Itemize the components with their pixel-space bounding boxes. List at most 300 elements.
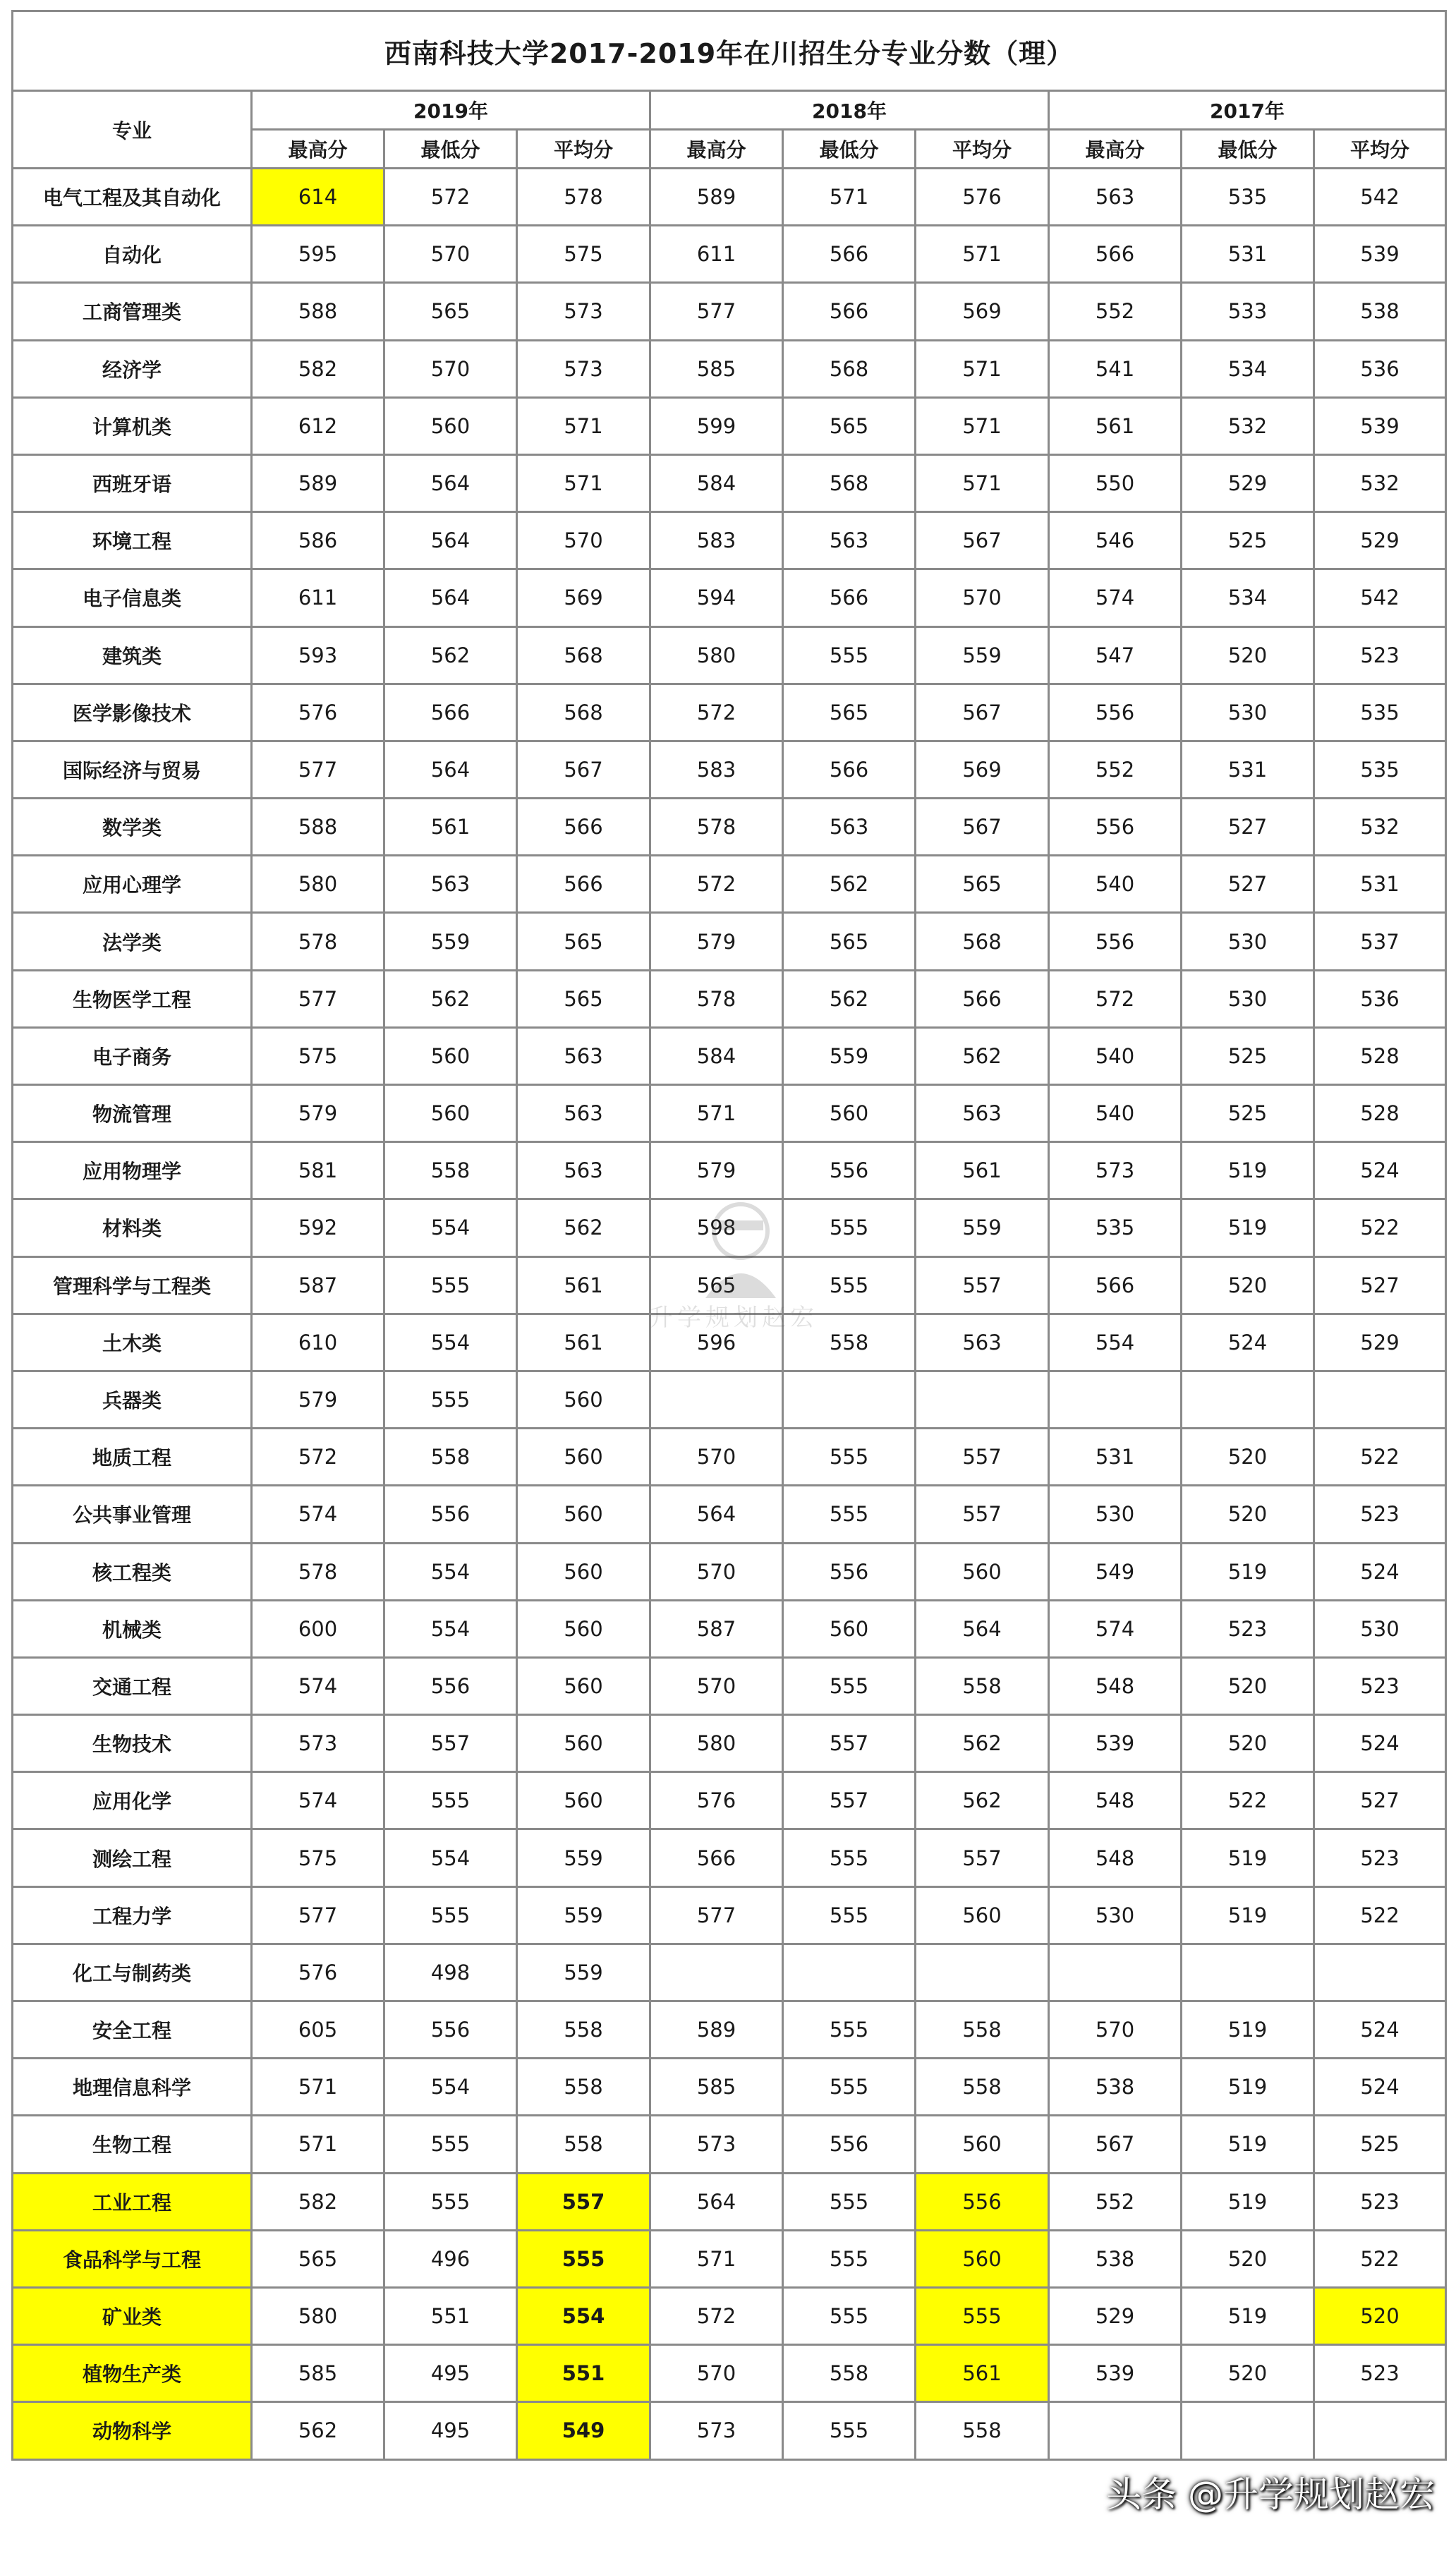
score-cell: 585 [650,340,783,397]
score-cell: 580 [252,856,384,913]
score-cell [916,1371,1049,1428]
score-cell [1182,1371,1314,1428]
score-cell [1049,2402,1182,2459]
score-cell: 519 [1182,1199,1314,1256]
table-row [13,970,1446,1027]
score-cell: 572 [650,856,783,913]
score-cell: 556 [1049,799,1182,856]
major-name-cell: 工业工程 [13,2173,252,2230]
score-cell: 589 [650,169,783,226]
score-cell: 527 [1314,1772,1446,1829]
table-row [13,1829,1446,1886]
major-name-cell: 电子商务 [13,1027,252,1084]
score-cell: 558 [517,2116,650,2173]
score-cell: 558 [517,2001,650,2059]
score-cell: 524 [1314,2059,1446,2116]
score-cell: 539 [1314,397,1446,454]
major-name-cell: 食品科学与工程 [13,2230,252,2287]
score-cell: 539 [1049,2345,1182,2402]
score-cell: 576 [252,684,384,741]
score-cell: 532 [1314,454,1446,511]
score-cell: 572 [384,169,517,226]
score-cell: 571 [650,1085,783,1142]
score-cell: 595 [252,226,384,283]
table-row [13,1944,1446,2001]
score-cell: 605 [252,2001,384,2059]
score-cell: 555 [783,2402,916,2459]
score-cell: 571 [650,2230,783,2287]
score-cell: 560 [783,1600,916,1657]
score-cell: 565 [517,970,650,1027]
score-cell: 599 [650,397,783,454]
score-cell: 520 [1182,2230,1314,2287]
table-row [13,1657,1446,1714]
table-row [13,1429,1446,1486]
score-cell: 565 [783,684,916,741]
score-cell: 530 [1182,684,1314,741]
score-cell: 536 [1314,340,1446,397]
score-cell: 555 [783,2287,916,2344]
major-name-cell: 管理科学与工程类 [13,1256,252,1314]
score-cell: 566 [1049,226,1182,283]
score-cell: 550 [1049,454,1182,511]
score-cell: 560 [916,2230,1049,2287]
score-cell: 519 [1182,2001,1314,2059]
table-row [13,512,1446,569]
major-name-cell: 核工程类 [13,1543,252,1600]
score-cell: 548 [1049,1772,1182,1829]
avg-score-header: 平均分 [517,130,650,169]
score-cell: 530 [1314,1600,1446,1657]
year-header-2019: 2019年 [252,91,650,130]
score-cell: 556 [783,2116,916,2173]
table-row [13,1600,1446,1657]
score-cell: 563 [517,1027,650,1084]
score-cell: 559 [517,1829,650,1886]
score-cell: 560 [783,1085,916,1142]
table-row [13,569,1446,626]
score-cell: 555 [783,1829,916,1886]
score-cell: 554 [384,1543,517,1600]
score-cell: 548 [1049,1657,1182,1714]
table-row [13,397,1446,454]
score-cell: 554 [517,2287,650,2344]
score-cell: 555 [783,2230,916,2287]
score-cell: 560 [517,1657,650,1714]
score-cell: 537 [1314,913,1446,970]
score-cell: 573 [1049,1142,1182,1199]
score-cell: 566 [783,283,916,340]
table-row [13,1772,1446,1829]
score-cell: 524 [1182,1314,1314,1371]
major-name-cell: 自动化 [13,226,252,283]
score-cell: 551 [384,2287,517,2344]
avg-score-header: 平均分 [1314,130,1446,169]
score-cell: 540 [1049,1085,1182,1142]
score-cell: 520 [1182,1657,1314,1714]
score-cell: 558 [916,2402,1049,2459]
score-cell: 538 [1049,2059,1182,2116]
score-cell: 563 [783,512,916,569]
score-cell: 549 [517,2402,650,2459]
score-cell: 557 [517,2173,650,2230]
score-cell: 560 [517,1543,650,1600]
score-cell: 566 [650,1829,783,1886]
score-cell: 527 [1182,856,1314,913]
score-cell: 520 [1182,1429,1314,1486]
score-cell: 563 [517,1085,650,1142]
score-cell: 567 [1049,2116,1182,2173]
score-cell: 558 [384,1429,517,1486]
major-name-cell: 土木类 [13,1314,252,1371]
score-cell: 556 [783,1543,916,1600]
min-score-header: 最低分 [1182,130,1314,169]
score-cell: 572 [252,1429,384,1486]
table-row [13,2287,1446,2344]
min-score-header: 最低分 [783,130,916,169]
score-cell: 577 [650,283,783,340]
table-row [13,1256,1446,1314]
table-row [13,856,1446,913]
major-name-cell: 动物科学 [13,2402,252,2459]
major-name-cell: 应用化学 [13,1772,252,1829]
score-cell: 564 [384,512,517,569]
table-row [13,684,1446,741]
score-cell: 573 [650,2116,783,2173]
score-cell: 571 [517,454,650,511]
score-cell: 557 [916,1829,1049,1886]
score-cell [783,1944,916,2001]
score-cell: 556 [384,1657,517,1714]
table-row [13,283,1446,340]
score-cell: 593 [252,626,384,684]
score-cell: 571 [252,2059,384,2116]
table-row [13,2345,1446,2402]
score-cell: 542 [1314,569,1446,626]
score-cell [1314,1371,1446,1428]
score-cell: 533 [1182,283,1314,340]
score-cell: 555 [783,2001,916,2059]
score-cell: 554 [384,1600,517,1657]
score-cell [916,1944,1049,2001]
score-cell: 583 [650,741,783,798]
score-cell: 560 [517,1772,650,1829]
score-cell: 519 [1182,2173,1314,2230]
table-row [13,1142,1446,1199]
major-name-cell: 电气工程及其自动化 [13,169,252,226]
table-row [13,1543,1446,1600]
score-cell: 522 [1314,1429,1446,1486]
score-cell: 554 [384,2059,517,2116]
score-cell: 538 [1314,283,1446,340]
score-cell: 522 [1314,1199,1446,1256]
score-cell [650,1944,783,2001]
major-name-cell: 电子信息类 [13,569,252,626]
table-row [13,2230,1446,2287]
score-cell: 520 [1182,1256,1314,1314]
major-name-cell: 应用物理学 [13,1142,252,1199]
score-cell: 567 [916,512,1049,569]
major-name-cell: 环境工程 [13,512,252,569]
score-cell: 570 [650,1429,783,1486]
score-cell: 523 [1314,1486,1446,1543]
major-name-cell: 法学类 [13,913,252,970]
score-cell: 577 [252,741,384,798]
score-cell: 568 [517,684,650,741]
score-cell: 560 [916,1543,1049,1600]
score-cell: 598 [650,1199,783,1256]
score-cell: 559 [783,1027,916,1084]
score-cell: 573 [517,340,650,397]
score-cell: 585 [252,2345,384,2402]
min-score-header: 最低分 [384,130,517,169]
score-cell: 555 [384,1772,517,1829]
score-cell: 596 [650,1314,783,1371]
score-cell: 565 [783,397,916,454]
score-cell: 570 [916,569,1049,626]
score-cell: 549 [1049,1543,1182,1600]
score-cell: 495 [384,2345,517,2402]
score-cell: 531 [1182,741,1314,798]
score-cell [1182,1944,1314,2001]
score-cell: 564 [384,741,517,798]
score-cell: 555 [783,2173,916,2230]
table-row [13,1715,1446,1772]
brand-watermark: 头条 @升学规划赵宏 [1106,2474,1435,2515]
score-cell: 558 [384,1142,517,1199]
score-cell: 546 [1049,512,1182,569]
year-header-2018: 2018年 [650,91,1049,130]
max-score-header: 最高分 [252,130,384,169]
score-cell: 562 [916,1715,1049,1772]
score-cell: 555 [783,626,916,684]
score-cell: 560 [517,1486,650,1543]
score-cell: 566 [783,569,916,626]
score-cell: 554 [384,1314,517,1371]
score-cell: 571 [252,2116,384,2173]
score-cell: 584 [650,454,783,511]
score-cell: 522 [1314,2230,1446,2287]
score-cell: 552 [1049,283,1182,340]
score-cell [650,1371,783,1428]
score-cell: 555 [783,1429,916,1486]
score-cell: 566 [517,799,650,856]
score-cell: 520 [1182,1715,1314,1772]
score-cell: 565 [650,1256,783,1314]
max-score-header: 最高分 [1049,130,1182,169]
score-cell: 611 [650,226,783,283]
major-name-cell: 化工与制药类 [13,1944,252,2001]
score-cell: 576 [650,1772,783,1829]
score-cell: 554 [1049,1314,1182,1371]
score-cell: 568 [783,340,916,397]
score-cell: 612 [252,397,384,454]
score-cell: 552 [1049,2173,1182,2230]
score-cell: 524 [1314,1543,1446,1600]
table-row [13,626,1446,684]
score-cell: 555 [783,1886,916,1944]
score-cell: 571 [916,397,1049,454]
score-cell: 520 [1182,2345,1314,2402]
major-name-cell: 国际经济与贸易 [13,741,252,798]
score-cell: 579 [650,913,783,970]
score-cell: 519 [1182,2059,1314,2116]
major-name-cell: 计算机类 [13,397,252,454]
score-cell: 570 [650,1657,783,1714]
score-cell: 579 [252,1371,384,1428]
score-cell: 589 [252,454,384,511]
score-cell: 570 [384,226,517,283]
score-cell: 555 [783,1657,916,1714]
score-cell: 558 [916,1657,1049,1714]
score-cell: 572 [650,684,783,741]
score-cell: 541 [1049,340,1182,397]
score-cell: 580 [650,1715,783,1772]
table-row [13,2001,1446,2059]
score-cell: 567 [916,684,1049,741]
score-cell: 570 [517,512,650,569]
score-cell: 564 [916,1600,1049,1657]
score-cell: 524 [1314,2001,1446,2059]
score-cell: 578 [650,970,783,1027]
score-cell: 579 [252,1085,384,1142]
score-cell: 558 [783,1314,916,1371]
score-cell: 585 [650,2059,783,2116]
table-title: 西南科技大学2017-2019年在川招生分专业分数（理） [13,11,1446,91]
score-cell: 560 [517,1371,650,1428]
score-cell: 571 [783,169,916,226]
score-cell: 529 [1314,1314,1446,1371]
score-cell: 563 [384,856,517,913]
major-name-cell: 应用心理学 [13,856,252,913]
score-cell: 564 [384,454,517,511]
score-cell: 562 [252,2402,384,2459]
score-cell: 523 [1314,1657,1446,1714]
score-cell: 527 [1182,799,1314,856]
score-cell: 530 [1182,913,1314,970]
score-cell: 562 [783,970,916,1027]
major-name-cell: 公共事业管理 [13,1486,252,1543]
score-cell: 584 [650,1027,783,1084]
score-cell: 557 [916,1429,1049,1486]
major-name-cell: 西班牙语 [13,454,252,511]
score-cell: 538 [1049,2230,1182,2287]
score-cell: 555 [517,2230,650,2287]
major-name-cell: 数学类 [13,799,252,856]
score-cell: 580 [650,626,783,684]
major-name-cell: 经济学 [13,340,252,397]
score-cell: 580 [252,2287,384,2344]
score-cell: 563 [517,1142,650,1199]
table-row [13,1085,1446,1142]
score-cell: 568 [517,626,650,684]
major-name-cell: 测绘工程 [13,1829,252,1886]
table-row [13,799,1446,856]
score-cell: 558 [783,2345,916,2402]
score-cell: 611 [252,569,384,626]
score-cell: 561 [517,1256,650,1314]
major-name-cell: 材料类 [13,1199,252,1256]
score-cell: 559 [916,626,1049,684]
score-cell: 539 [1049,1715,1182,1772]
score-cell: 562 [916,1027,1049,1084]
score-cell: 560 [517,1600,650,1657]
score-cell: 560 [916,2116,1049,2173]
score-cell: 578 [252,913,384,970]
score-cell: 570 [384,340,517,397]
score-cell: 560 [517,1429,650,1486]
table-row [13,1371,1446,1428]
score-cell: 556 [384,2001,517,2059]
score-cell: 563 [1049,169,1182,226]
score-cell: 519 [1182,1886,1314,1944]
major-name-cell: 物流管理 [13,1085,252,1142]
table-row [13,2402,1446,2459]
major-name-cell: 医学影像技术 [13,684,252,741]
score-cell: 556 [1049,684,1182,741]
score-cell: 555 [783,1486,916,1543]
score-cell: 574 [252,1657,384,1714]
score-cell: 582 [252,2173,384,2230]
table-row [13,1199,1446,1256]
score-cell: 557 [783,1715,916,1772]
year-header-2017: 2017年 [1049,91,1446,130]
score-cell: 557 [916,1256,1049,1314]
score-cell: 565 [252,2230,384,2287]
score-cell: 566 [783,741,916,798]
score-cell [1049,1371,1182,1428]
score-cell: 578 [650,799,783,856]
score-cell: 528 [1314,1027,1446,1084]
score-cell: 535 [1182,169,1314,226]
score-cell: 566 [916,970,1049,1027]
score-cell: 531 [1182,226,1314,283]
score-cell: 576 [252,1944,384,2001]
score-cell: 575 [252,1027,384,1084]
table-row [13,1027,1446,1084]
major-name-cell: 兵器类 [13,1371,252,1428]
score-cell: 577 [252,1886,384,1944]
score-cell: 561 [1049,397,1182,454]
score-cell: 563 [916,1314,1049,1371]
score-cell: 592 [252,1199,384,1256]
score-cell: 527 [1314,1256,1446,1314]
score-cell: 519 [1182,1543,1314,1600]
score-cell: 555 [384,1886,517,1944]
score-cell: 571 [517,397,650,454]
score-cell [1314,2402,1446,2459]
score-cell: 564 [650,2173,783,2230]
score-cell: 555 [384,2116,517,2173]
score-cell: 534 [1182,340,1314,397]
score-cell: 519 [1182,1829,1314,1886]
score-cell: 523 [1314,626,1446,684]
major-name-cell: 生物技术 [13,1715,252,1772]
score-cell: 539 [1314,226,1446,283]
score-cell: 559 [517,1944,650,2001]
score-cell: 522 [1182,1772,1314,1829]
score-cell: 565 [517,913,650,970]
score-cell: 568 [783,454,916,511]
score-cell: 530 [1049,1486,1182,1543]
score-cell: 571 [916,454,1049,511]
score-cell: 554 [384,1829,517,1886]
score-cell: 572 [650,2287,783,2344]
score-cell: 529 [1314,512,1446,569]
score-cell: 557 [783,1772,916,1829]
score-cell: 525 [1182,512,1314,569]
score-cell: 496 [384,2230,517,2287]
